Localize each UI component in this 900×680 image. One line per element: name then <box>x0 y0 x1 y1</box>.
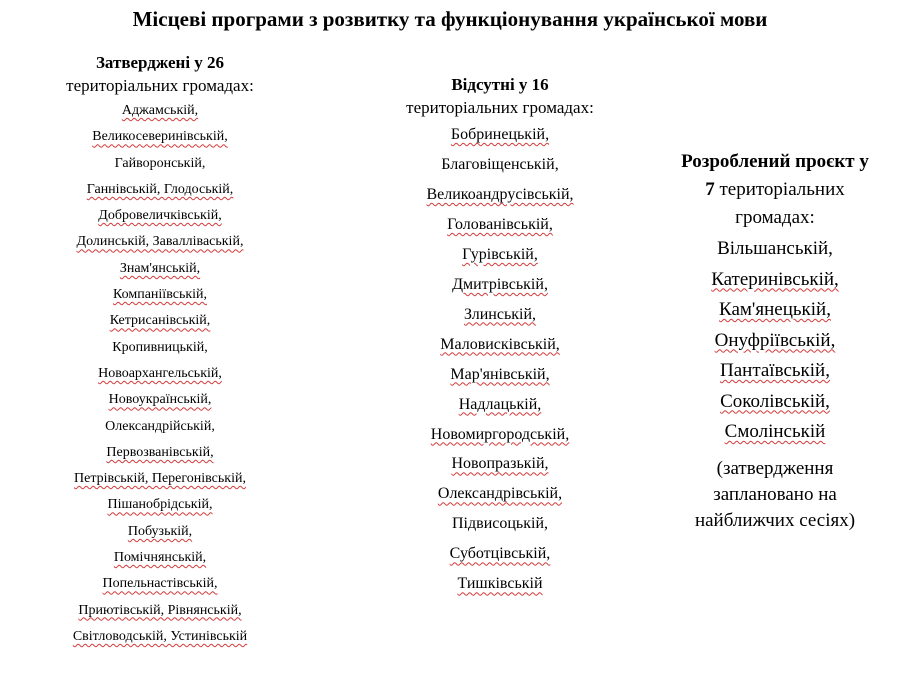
drafted-item: Онуфріївській, <box>714 329 836 351</box>
absent-list <box>355 120 645 599</box>
approved-item: Первозванівській, <box>106 444 214 460</box>
absent-item: Голованівській, <box>447 215 553 233</box>
approved-item: Долинській, Завалліваській, <box>76 234 244 250</box>
absent-item: Суботцівській, <box>449 545 551 563</box>
absent-item: Новопразькій, <box>451 455 549 473</box>
absent-item: Великоандрусівській, <box>426 185 574 203</box>
approved-list <box>20 98 300 650</box>
drafted-list <box>650 234 900 448</box>
absent-item: Маловисківській, <box>440 335 560 353</box>
absent-item: Олександрівській, <box>437 485 563 503</box>
approved-item: Побузькій, <box>127 523 193 539</box>
absent-column <box>355 74 645 599</box>
approved-item: Олександрійській, <box>105 418 215 434</box>
approved-item: Компаніївській, <box>112 287 208 303</box>
absent-item: Надлацькій, <box>458 395 542 413</box>
drafted-item: Пантаївській, <box>720 360 830 381</box>
approved-item: Приютівській, Рівнянській, <box>78 602 242 618</box>
absent-subheading: територіальних громадах: <box>406 98 594 117</box>
absent-item: Дмитрівській, <box>452 275 548 293</box>
approved-item: Аджамській, <box>121 103 199 118</box>
approved-item: Знам'янській, <box>119 260 201 276</box>
drafted-note: (затвердження заплановано на найближчих сесіях) <box>694 457 856 531</box>
approved-item: Петрівській, Перегонівській, <box>74 471 246 487</box>
absent-item: Новомиргородській, <box>430 425 570 443</box>
absent-item: Тишківській <box>457 575 543 593</box>
drafted-heading: Розроблений проєкт у 7 територіальних громадах: <box>681 151 869 228</box>
approved-item: Гайворонській, <box>114 155 206 171</box>
drafted-item: Кам'янецькій, <box>719 299 831 320</box>
absent-heading: Відсутні у 16 <box>451 75 549 94</box>
absent-item: Гурівській, <box>462 245 538 263</box>
drafted-item: Соколівській, <box>720 390 830 412</box>
absent-item: Бобринецькій, <box>450 126 550 143</box>
drafted-item: Вільшанській, <box>717 238 833 259</box>
drafted-column <box>650 148 900 534</box>
approved-item: Кетрисанівській, <box>109 313 211 329</box>
approved-item: Новоархангельській, <box>98 365 222 381</box>
approved-item: Ганнівській, Глодоській, <box>86 181 234 197</box>
approved-subheading: територіальних громадах: <box>66 76 254 95</box>
absent-item: Злинській, <box>463 305 537 323</box>
approved-item: Помічнянській, <box>113 550 207 566</box>
absent-item: Мар'янівській, <box>450 365 550 383</box>
absent-item: Благовіщенській, <box>441 155 559 173</box>
drafted-item: Катеринівській, <box>711 268 839 290</box>
approved-item: Новоукраїнській, <box>108 392 212 408</box>
absent-item: Підвисоцькій, <box>452 515 548 533</box>
approved-item: Попельнастівській, <box>102 576 218 592</box>
approved-item: Пішанобрідській, <box>107 497 213 513</box>
approved-item: Добровеличківській, <box>98 208 222 224</box>
approved-item: Великосеверинівській, <box>92 129 228 145</box>
drafted-item: Смолінській <box>724 421 826 442</box>
page-title: Місцеві програми з розвитку та функціонування української мови <box>132 7 768 31</box>
approved-item: Світловодській, Устинівській <box>72 628 248 644</box>
approved-item: Кропивницькій, <box>112 339 208 355</box>
approved-heading: Затверджені у 26 <box>95 53 225 72</box>
approved-column <box>20 52 300 650</box>
